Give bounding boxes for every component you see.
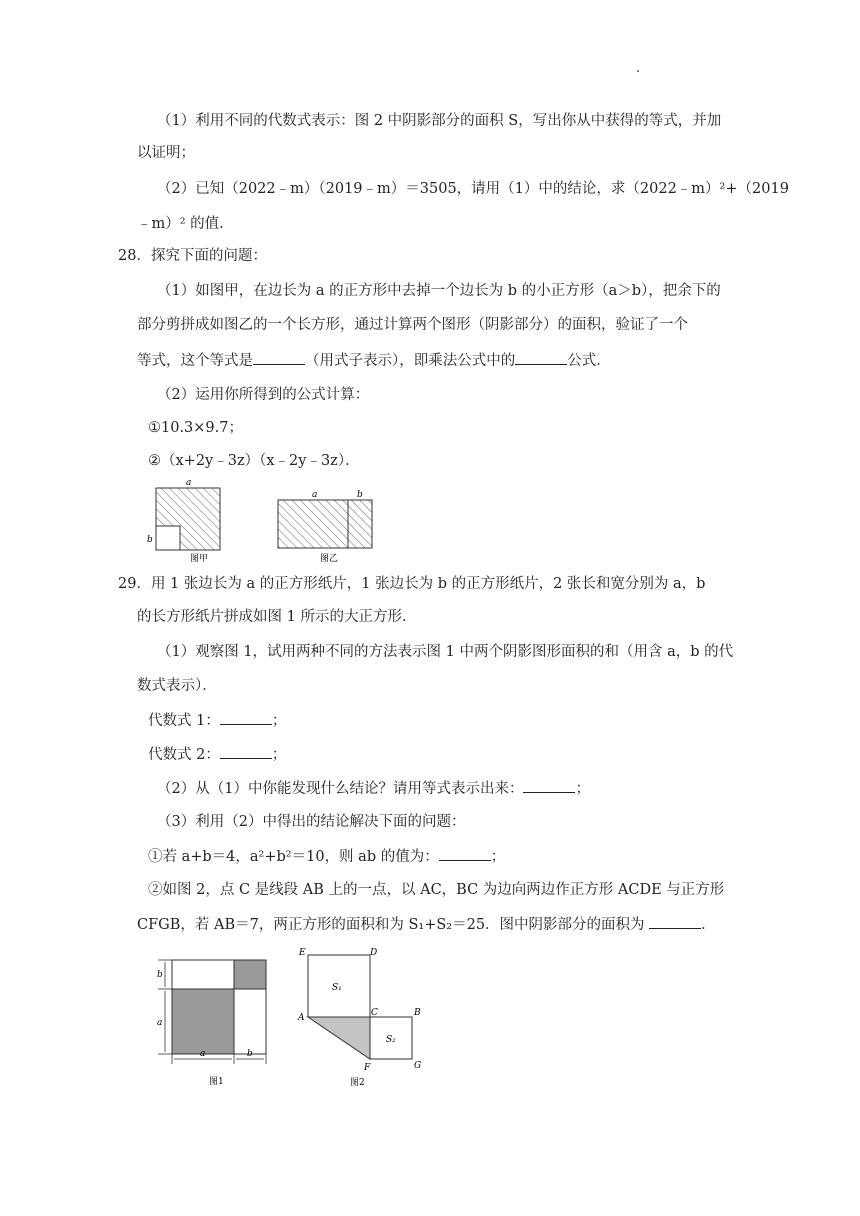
p27-q2-line2: ﹣m）² 的值． <box>137 216 234 232</box>
answer-blank[interactable] <box>220 710 272 725</box>
p29-sub2-line2 <box>137 914 716 935</box>
p29-expr1 <box>148 710 286 731</box>
fig2-point-B: B <box>414 1008 421 1018</box>
answer-blank[interactable] <box>220 744 272 759</box>
fig1-label-a-left: a <box>157 1018 163 1028</box>
semicolon: ； <box>490 849 506 865</box>
fig-yi-label-a: a <box>312 490 318 500</box>
p29-q2-text: （2）从（1）中你能发现什么结论？请用等式表示出来： <box>157 781 524 797</box>
p28-q1-line3-b: （用式子表示），即乘法公式中的 <box>305 353 516 369</box>
answer-blank[interactable] <box>253 350 305 365</box>
figure-yi <box>278 490 372 564</box>
p29-title-line1: 29．用 1 张边长为 a 的正方形纸片，1 张边长为 b 的正方形纸片，2 张长和宽分别为 a，b <box>118 576 706 592</box>
figure-1 <box>148 948 278 1098</box>
fig2-point-D: D <box>370 948 378 958</box>
fig2-point-C: C <box>371 1008 378 1018</box>
fig2-label-S1: S₁ <box>332 983 342 993</box>
fig1-caption: 图1 <box>209 1077 224 1087</box>
fig2-point-F: F <box>364 1063 371 1073</box>
fig2-caption: 图2 <box>350 1078 365 1088</box>
p29-q3: （3）利用（2）中得出的结论解决下面的问题： <box>157 814 466 830</box>
p27-q1-line1: （1）利用不同的代数式表示：图 2 中阴影部分的面积 S，写出你从中获得的等式，并加 <box>157 113 722 129</box>
fig-yi-caption: 图乙 <box>320 554 339 564</box>
p28-q1-line3-a: 等式，这个等式是 <box>137 353 253 369</box>
fig2-label-S2: S₂ <box>386 1035 396 1045</box>
semicolon: ； <box>271 713 287 729</box>
p29-q1-line2: 数式表示）． <box>137 678 217 694</box>
fig-jia-label-a: a <box>186 478 192 488</box>
p29-sub2-line2-text: CFGB，若 AB＝7，两正方形的面积和为 S₁+S₂＝25．图中阴影部分的面积为 <box>137 917 645 933</box>
p28-q1-line1: （1）如图甲，在边长为 a 的正方形中去掉一个边长为 b 的小正方形（a＞b），把余下的 <box>157 283 721 299</box>
answer-blank[interactable] <box>523 778 575 793</box>
p28-figures <box>140 476 400 566</box>
p29-title-line2: 的长方形纸片拼成如图 1 所示的大正方形． <box>137 609 417 625</box>
fig2-point-A: A <box>298 1013 305 1023</box>
page-mark <box>637 70 639 72</box>
answer-blank[interactable] <box>515 350 567 365</box>
p28-q1-line3 <box>137 350 611 371</box>
fig2-point-E: E <box>299 948 306 958</box>
p28-q1-line3-c: 公式． <box>567 353 611 369</box>
p27-q1-line2: 以证明； <box>137 145 195 161</box>
p29-q1-line1: （1）观察图 1，试用两种不同的方法表示图 1 中两个阴影图形面积的和（用含 a，b 的代 <box>157 644 734 660</box>
p27-q2-line1: （2）已知（2022﹣m）（2019﹣m）＝3505，请用（1）中的结论，求（2022﹣m）²+（2019 <box>157 181 789 197</box>
answer-blank[interactable] <box>649 914 701 929</box>
fig-jia-caption: 图甲 <box>190 554 209 564</box>
p28-calc2: ②（x+2y﹣3z）（x﹣2y﹣3z）． <box>148 453 360 469</box>
fig1-label-a-bottom: a <box>200 1049 206 1059</box>
p28-q1-line2: 部分剪拼成如图乙的一个长方形，通过计算两个图形（阴影部分）的面积，验证了一个 <box>137 317 688 333</box>
p29-sub1 <box>148 846 505 867</box>
fig-jia-label-b: b <box>147 535 153 545</box>
fig2-point-G: G <box>414 1061 422 1071</box>
p29-expr2-label: 代数式 2： <box>148 747 220 763</box>
answer-blank[interactable] <box>439 846 491 861</box>
figure-jia <box>147 478 220 564</box>
p28-title: 28．探究下面的问题： <box>118 248 267 264</box>
p29-sub2-line1: ②如图 2，点 C 是线段 AB 上的一点，以 AC，BC 为边向两边作正方形 ACDE 与正方形 <box>148 882 725 898</box>
fig1-label-b-bottom: b <box>247 1049 253 1059</box>
semicolon: ； <box>271 747 287 763</box>
p29-expr1-label: 代数式 1： <box>148 713 220 729</box>
semicolon: ； <box>575 781 590 797</box>
period: ． <box>701 917 716 933</box>
p29-sub1-text: ①若 a+b＝4，a²+b²＝10，则 ab 的值为： <box>148 849 439 865</box>
p28-q2: （2）运用你所得到的公式计算： <box>157 387 370 403</box>
figure-2 <box>290 940 430 1100</box>
fig-yi-label-b: b <box>357 490 363 500</box>
p29-expr2 <box>148 744 286 765</box>
p28-calc1: ①10.3×9.7； <box>148 420 243 436</box>
p29-q2 <box>157 778 590 799</box>
fig1-label-b-left: b <box>157 970 163 980</box>
